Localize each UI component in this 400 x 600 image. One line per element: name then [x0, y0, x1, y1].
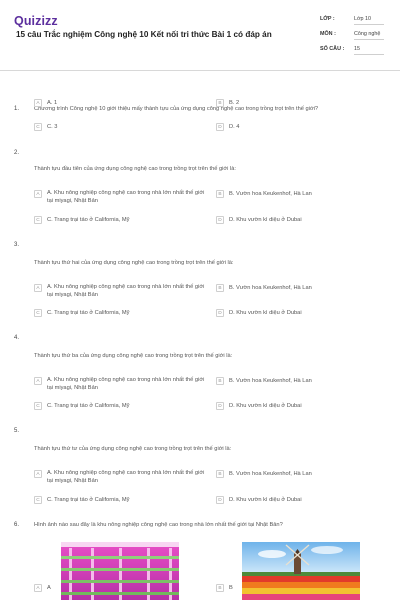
option-letter-box: A: [34, 190, 42, 198]
meta-grade-label: LỚP :: [320, 16, 335, 22]
meta-subject-line: [354, 39, 384, 40]
option-letter-box: C: [34, 123, 42, 131]
option-text: D. 4: [229, 124, 240, 130]
option-text: A. Khu nông nghiệp công nghệ cao trong nhà lớn nhất thế giới tại miyagi, Nhật Bản: [47, 377, 205, 391]
option-text: C. Trang trại táo ở California, Mỹ: [47, 217, 130, 223]
option-letter-box: A: [34, 584, 42, 592]
question-text: Chương trình Công nghệ 10 giới thiệu mấy thành tựu của ứng dụng công nghệ cao trong trồng trọt trên thế giới?: [34, 106, 319, 112]
option-letter-box: C: [34, 309, 42, 317]
option-a[interactable]: [34, 99, 57, 107]
option-b[interactable]: [216, 377, 312, 385]
option-text: C. Trang trại táo ở California, Mỹ: [47, 403, 130, 409]
option-b[interactable]: [216, 584, 233, 592]
option-letter-box: A: [34, 284, 42, 292]
option-a[interactable]: [34, 377, 207, 392]
option-d[interactable]: [216, 123, 239, 131]
option-letter-box: D: [216, 216, 224, 224]
meta-subject-label: MÔN :: [320, 31, 336, 37]
option-letter-box: A: [34, 377, 42, 385]
question-number: 4.: [14, 335, 20, 341]
option-text: B. Vườn hoa Keukenhof, Hà Lan: [229, 191, 312, 197]
meta-grade-line: [354, 24, 384, 25]
option-d[interactable]: [216, 402, 302, 410]
option-c[interactable]: [34, 123, 57, 131]
option-text: A. Khu nông nghiệp công nghệ cao trong nhà lớn nhất thế giới tại miyagi, Nhật Bản: [47, 190, 205, 204]
option-b[interactable]: [216, 99, 239, 107]
question-number: 2.: [14, 150, 20, 156]
worksheet-title: 15 câu Trắc nghiệm Công nghệ 10 Kết nối tri thức Bài 1 có đáp án: [16, 30, 272, 39]
meta-count-value: 15: [354, 46, 360, 52]
option-letter-box: B: [216, 470, 224, 478]
option-text: C. Trang trại táo ở California, Mỹ: [47, 310, 130, 316]
option-letter-box: A: [34, 99, 42, 107]
option-text: D. Khu vườn kì diệu ở Dubai: [229, 217, 302, 223]
option-text: B. Vườn hoa Keukenhof, Hà Lan: [229, 471, 312, 477]
option-letter-box: D: [216, 496, 224, 504]
question-number: 6.: [14, 522, 20, 528]
option-b[interactable]: [216, 470, 312, 478]
worksheet-header: [0, 0, 400, 70]
option-letter-box: D: [216, 309, 224, 317]
option-text: B: [229, 585, 233, 591]
question-text: Thành tựu thứ tư của ứng dụng công nghệ cao trong trồng trọt trên thế giới là:: [34, 446, 232, 452]
question-text: Thành tựu đầu tiên của ứng dụng công nghệ cao trong trồng trọt trên thế giới là:: [34, 166, 237, 172]
option-a[interactable]: [34, 470, 207, 485]
logo-text: Quizizz: [14, 14, 58, 28]
greenhouse-image: [61, 542, 179, 600]
option-letter-box: A: [34, 470, 42, 478]
option-d[interactable]: [216, 216, 302, 224]
option-letter-box: D: [216, 123, 224, 131]
option-letter-box: B: [216, 377, 224, 385]
option-text: A. 1: [47, 100, 58, 106]
header-divider: [0, 70, 400, 71]
option-a[interactable]: [34, 190, 207, 205]
option-a[interactable]: [34, 584, 51, 592]
option-letter-box: C: [34, 216, 42, 224]
option-a[interactable]: [34, 284, 207, 299]
option-c[interactable]: [34, 496, 129, 504]
option-text: B. Vườn hoa Keukenhof, Hà Lan: [229, 378, 312, 384]
question-number: 3.: [14, 242, 20, 248]
quizizz-logo: [14, 14, 58, 28]
question-text: Hình ảnh nào sau đây là khu nông nghiệp công nghệ cao trong nhà lớn nhất thế giới tại Nhật Bản?: [34, 522, 283, 528]
option-letter-box: C: [34, 402, 42, 410]
option-letter-box: B: [216, 190, 224, 198]
tulip-field-illustration: [242, 542, 360, 600]
question-text: Thành tựu thứ ba của ứng dụng công nghệ cao trong trồng trọt trên thế giới là:: [34, 353, 233, 359]
option-text: A. Khu nông nghiệp công nghệ cao trong nhà lớn nhất thế giới tại miyagi, Nhật Bản: [47, 284, 205, 298]
question-text: Thành tựu thứ hai của ứng dụng công nghệ cao trong trồng trọt trên thế giới là:: [34, 260, 234, 266]
option-text: D. Khu vườn kì diệu ở Dubai: [229, 403, 302, 409]
meta-grade-value: Lớp 10: [354, 16, 372, 22]
option-text: D. Khu vườn kì diệu ở Dubai: [229, 497, 302, 503]
option-letter-box: B: [216, 284, 224, 292]
option-text: A: [47, 585, 51, 591]
question-number: 1.: [14, 106, 20, 112]
option-c[interactable]: [34, 309, 129, 317]
greenhouse-illustration: [61, 542, 179, 600]
option-text: C. 3: [47, 124, 58, 130]
option-letter-box: C: [34, 496, 42, 504]
option-b[interactable]: [216, 190, 312, 198]
option-text: C. Trang trại táo ở California, Mỹ: [47, 497, 130, 503]
option-b[interactable]: [216, 284, 312, 292]
tulip-field-image: [242, 542, 360, 600]
meta-count-line: [354, 54, 384, 55]
question-number: 5.: [14, 428, 20, 434]
meta-count-label: SỐ CÂU :: [320, 46, 345, 52]
option-d[interactable]: [216, 309, 302, 317]
option-c[interactable]: [34, 216, 129, 224]
option-letter-box: D: [216, 402, 224, 410]
option-text: B. Vườn hoa Keukenhof, Hà Lan: [229, 285, 312, 291]
option-letter-box: B: [216, 584, 224, 592]
option-text: D. Khu vườn kì diệu ở Dubai: [229, 310, 302, 316]
meta-subject-value: Công nghệ: [354, 31, 381, 37]
option-text: A. Khu nông nghiệp công nghệ cao trong nhà lớn nhất thế giới tại miyagi, Nhật Bản: [47, 470, 205, 484]
option-d[interactable]: [216, 496, 302, 504]
option-text: B. 2: [229, 100, 240, 106]
option-c[interactable]: [34, 402, 129, 410]
option-letter-box: B: [216, 99, 224, 107]
